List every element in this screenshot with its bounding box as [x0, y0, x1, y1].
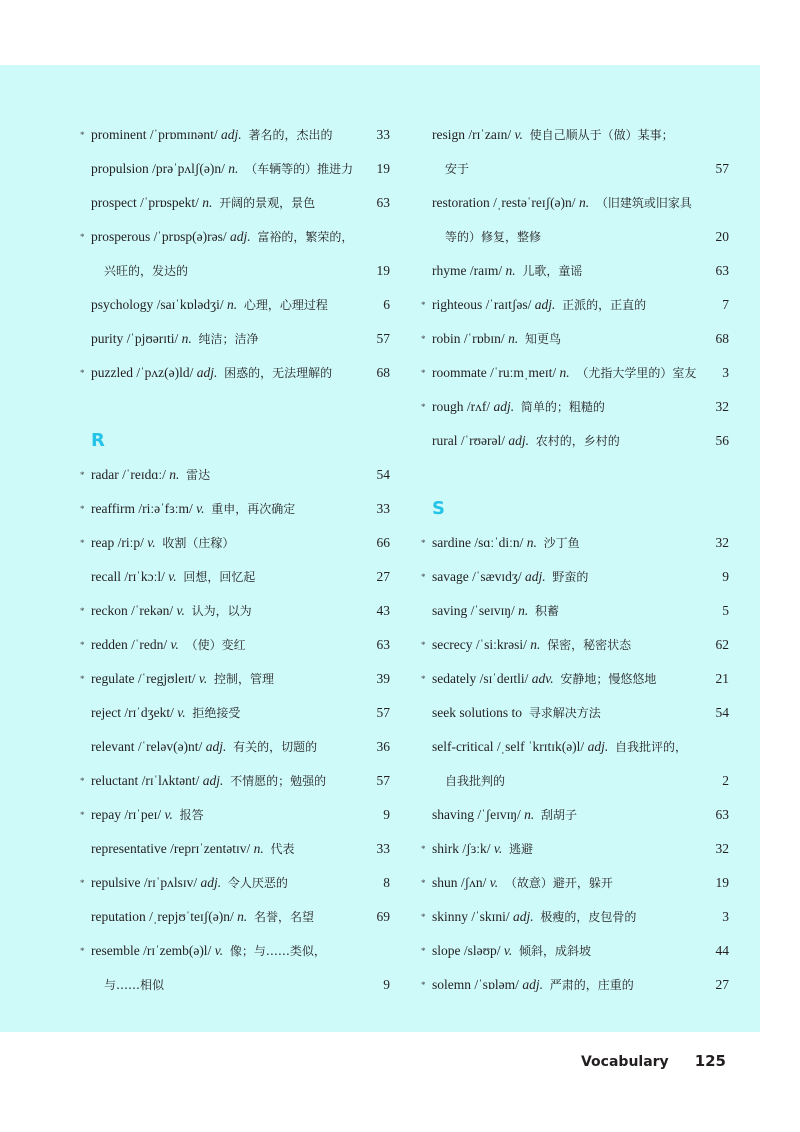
page-ref: 27	[715, 977, 729, 992]
entry-text	[432, 832, 533, 866]
star-marker: *	[421, 300, 426, 310]
headword: self-critical /ˌself ˈkrɪtɪk(ə)l/ adj.	[432, 739, 609, 754]
page-ref: 32	[715, 841, 729, 856]
entry-text	[91, 560, 255, 594]
page-ref: 7	[722, 297, 729, 312]
headword: propulsion /prəˈpʌlʃ(ə)n/ n.	[91, 161, 239, 176]
definition: 极瘦的，皮包骨的	[540, 910, 637, 924]
headword: rural /ˈrʊərəl/ adj.	[432, 433, 530, 448]
entry-text	[91, 526, 234, 560]
entry-continuation	[421, 764, 729, 798]
entry-text	[432, 186, 692, 220]
headword: shun /ʃʌn/ v.	[432, 875, 499, 890]
definition: 有关的，切题的	[233, 740, 318, 754]
entry-continuation	[80, 968, 390, 1002]
entry-text	[445, 152, 469, 186]
headword: shaving /ˈʃeɪvɪŋ/ n.	[432, 807, 535, 822]
star-marker: *	[80, 504, 85, 514]
star-marker: *	[421, 572, 426, 582]
page-number: 125	[694, 1052, 726, 1070]
definition: 认为，以为	[191, 604, 252, 618]
star-marker: *	[80, 810, 85, 820]
vocab-entry	[80, 152, 390, 186]
entry-text	[432, 730, 687, 764]
star-marker: *	[80, 368, 85, 378]
definition: 与……相似	[104, 978, 165, 992]
headword: reckon /ˈrekən/ v.	[91, 603, 185, 618]
page-ref: 68	[715, 331, 729, 346]
page-ref: 57	[376, 773, 390, 788]
entry-text	[91, 730, 317, 764]
headword: repulsive /rɪˈpʌlsɪv/ adj.	[91, 875, 222, 890]
vocab-entry	[421, 560, 729, 594]
headword: repay /rɪˈpeɪ/ v.	[91, 807, 173, 822]
vocab-entry	[80, 866, 390, 900]
page-ref: 32	[715, 399, 729, 414]
vocab-entry	[80, 356, 390, 390]
headword: reluctant /rɪˈlʌktənt/ adj.	[91, 773, 224, 788]
vocab-entry	[80, 594, 390, 628]
vocab-entry	[421, 628, 729, 662]
definition: 逃避	[509, 842, 534, 856]
left-column	[80, 118, 390, 1002]
definition: （旧建筑或旧家具	[595, 196, 692, 210]
headword: roommate /ˈruːmˌmeɪt/ n.	[432, 365, 570, 380]
definition: （车辆等的）推进力	[245, 162, 354, 176]
vocab-entry	[80, 764, 390, 798]
entry-text	[91, 152, 353, 186]
definition: 使自己顺从于（做）某事；	[529, 128, 674, 142]
star-marker: *	[421, 334, 426, 344]
headword: reap /riːp/ v.	[91, 535, 156, 550]
page-ref: 19	[715, 875, 729, 890]
headword: sedately /sɪˈdeɪtli/ adv.	[432, 671, 554, 686]
definition: 著名的，杰出的	[248, 128, 333, 142]
definition: （故意）避开，躲开	[504, 876, 613, 890]
definition: 兴旺的，发达的	[104, 264, 189, 278]
headword: reaffirm /riːəˈfɜːm/ v.	[91, 501, 205, 516]
definition: 简单的；粗糙的	[520, 400, 605, 414]
page-ref: 8	[383, 875, 390, 890]
entry-continuation	[421, 152, 729, 186]
entry-text	[432, 424, 620, 458]
definition: 重申，再次确定	[211, 502, 296, 516]
vocab-entry	[80, 322, 390, 356]
definition: 自我批评的，	[614, 740, 687, 754]
star-marker: *	[421, 640, 426, 650]
page-ref: 3	[722, 909, 729, 924]
page-ref: 36	[376, 739, 390, 754]
headword: savage /ˈsævɪdʒ/ adj.	[432, 569, 546, 584]
entry-text	[432, 866, 613, 900]
entry-text	[91, 594, 252, 628]
vocab-entry	[421, 288, 729, 322]
page-ref: 9	[722, 569, 729, 584]
headword: shirk /ʃɜːk/ v.	[432, 841, 503, 856]
entry-text	[432, 254, 582, 288]
page-ref: 54	[715, 705, 729, 720]
entry-text	[91, 832, 295, 866]
definition: （使）变红	[185, 638, 246, 652]
star-marker: *	[421, 538, 426, 548]
page-ref: 21	[715, 671, 729, 686]
vocab-entry	[80, 288, 390, 322]
star-marker: *	[80, 470, 85, 480]
headword: recall /rɪˈkɔːl/ v.	[91, 569, 177, 584]
entry-text	[91, 798, 204, 832]
headword: prospect /ˈprɒspekt/ n.	[91, 195, 213, 210]
entry-text	[91, 934, 326, 968]
headword: purity /ˈpjʊərɪti/ n.	[91, 331, 192, 346]
star-marker: *	[421, 878, 426, 888]
definition: 安于	[445, 162, 470, 176]
headword: resemble /rɪˈzemb(ə)l/ v.	[91, 943, 224, 958]
page-ref: 63	[715, 807, 729, 822]
headword: reputation /ˌrepjʊˈteɪʃ(ə)n/ n.	[91, 909, 248, 924]
vocab-entry	[421, 594, 729, 628]
vocab-entry	[80, 458, 390, 492]
page-ref: 19	[376, 161, 390, 176]
entry-text	[91, 866, 288, 900]
page-ref: 56	[715, 433, 729, 448]
right-column	[421, 118, 729, 1002]
definition: 安静地；慢悠悠地	[560, 672, 657, 686]
definition: 雷达	[186, 468, 211, 482]
page-ref: 57	[715, 161, 729, 176]
entry-text	[432, 594, 559, 628]
page-ref: 54	[376, 467, 390, 482]
definition: 像；与……类似，	[229, 944, 326, 958]
headword: psychology /saɪˈkɒlədʒi/ n.	[91, 297, 238, 312]
headword: representative /reprɪˈzentətɪv/ n.	[91, 841, 264, 856]
vocab-entry	[80, 832, 390, 866]
entry-text	[91, 118, 332, 152]
page-ref: 63	[376, 195, 390, 210]
page-footer	[581, 1052, 726, 1070]
entry-text	[91, 220, 353, 254]
star-marker: *	[421, 844, 426, 854]
entry-text	[104, 254, 188, 288]
vocab-entry	[421, 254, 729, 288]
vocab-entry	[421, 390, 729, 424]
headword: regulate /ˈregjʊleɪt/ v.	[91, 671, 208, 686]
vocab-entry	[421, 424, 729, 458]
vocab-entry	[421, 730, 729, 764]
definition: 积蓄	[535, 604, 560, 618]
star-marker: *	[421, 368, 426, 378]
vocab-entry	[80, 560, 390, 594]
definition: 困惑的，无法理解的	[224, 366, 333, 380]
headword: puzzled /ˈpʌz(ə)ld/ adj.	[91, 365, 218, 380]
entry-text	[432, 560, 588, 594]
star-marker: *	[80, 878, 85, 888]
vocab-entry	[80, 662, 390, 696]
vocab-entry	[421, 798, 729, 832]
star-marker: *	[421, 946, 426, 956]
entry-text	[445, 220, 541, 254]
page-ref: 33	[376, 127, 390, 142]
entry-text	[432, 526, 580, 560]
entry-text	[432, 662, 656, 696]
section-gap	[421, 458, 729, 492]
headword: righteous /ˈraɪtʃəs/ adj.	[432, 297, 556, 312]
vocab-entry	[421, 900, 729, 934]
entry-text	[91, 356, 332, 390]
headword: saving /ˈseɪvɪŋ/ n.	[432, 603, 529, 618]
page-ref: 43	[376, 603, 390, 618]
page-ref: 57	[376, 331, 390, 346]
definition: 回想，回忆起	[183, 570, 256, 584]
definition: 正派的，正直的	[562, 298, 647, 312]
headword: secrecy /ˈsiːkrəsi/ n.	[432, 637, 541, 652]
definition: 野蛮的	[552, 570, 589, 584]
entry-text	[432, 288, 646, 322]
vocab-entry	[421, 186, 729, 220]
page-ref: 39	[376, 671, 390, 686]
page-ref: 32	[715, 535, 729, 550]
headword: reject /rɪˈdʒekt/ v.	[91, 705, 186, 720]
definition: 倾斜，成斜坡	[519, 944, 592, 958]
vocab-entry	[80, 118, 390, 152]
entry-text	[91, 696, 240, 730]
page-ref: 63	[715, 263, 729, 278]
headword: slope /sləʊp/ v.	[432, 943, 513, 958]
headword: skinny /ˈskɪni/ adj.	[432, 909, 534, 924]
page-ref: 68	[376, 365, 390, 380]
page-ref: 20	[715, 229, 729, 244]
entry-text	[432, 934, 591, 968]
page-ref: 63	[376, 637, 390, 652]
page-ref: 27	[376, 569, 390, 584]
footer-label: Vocabulary	[580, 1054, 669, 1070]
headword: prominent /ˈprɒmɪnənt/ adj.	[91, 127, 242, 142]
page-ref: 44	[715, 943, 729, 958]
vocab-entry	[80, 492, 390, 526]
page-ref: 19	[376, 263, 390, 278]
star-marker: *	[80, 640, 85, 650]
headword: resign /rɪˈzaɪn/ v.	[432, 127, 523, 142]
vocab-entry	[421, 832, 729, 866]
entry-text	[432, 356, 696, 390]
section-letter: S	[432, 498, 445, 519]
star-marker: *	[80, 232, 85, 242]
definition: 保密，秘密状态	[547, 638, 632, 652]
entry-text	[432, 118, 674, 152]
vocab-entry	[80, 900, 390, 934]
definition: 儿歌，童谣	[522, 264, 583, 278]
vocab-entry	[80, 628, 390, 662]
page-ref: 6	[383, 297, 390, 312]
vocab-entry	[80, 696, 390, 730]
star-marker: *	[421, 912, 426, 922]
vocab-entry	[80, 798, 390, 832]
star-marker: *	[80, 130, 85, 140]
star-marker: *	[80, 538, 85, 548]
page-ref: 3	[722, 365, 729, 380]
entry-text	[445, 764, 505, 798]
entry-text	[91, 900, 314, 934]
entry-text	[432, 900, 636, 934]
headword: solemn /ˈsɒləm/ adj.	[432, 977, 543, 992]
vocab-entry	[421, 968, 729, 1002]
section-gap	[80, 390, 390, 424]
entry-text	[432, 696, 601, 730]
definition: 寻求解决方法	[528, 706, 601, 720]
entry-text	[432, 628, 631, 662]
definition: 知更鸟	[524, 332, 561, 346]
definition: 拒绝接受	[192, 706, 241, 720]
entry-text	[91, 764, 326, 798]
definition: 农村的，乡村的	[535, 434, 620, 448]
definition: 控制，管理	[214, 672, 275, 686]
vocab-entry	[80, 730, 390, 764]
vocab-entry	[421, 356, 729, 390]
entry-continuation	[421, 220, 729, 254]
vocab-entry	[421, 118, 729, 152]
headword: radar /ˈreɪdɑː/ n.	[91, 467, 180, 482]
entry-text	[91, 628, 246, 662]
star-marker: *	[421, 980, 426, 990]
vocab-entry	[421, 662, 729, 696]
vocab-entry	[80, 934, 390, 968]
page-ref: 69	[376, 909, 390, 924]
entry-text	[91, 458, 210, 492]
entry-text	[432, 390, 605, 424]
headword: prosperous /ˈprɒsp(ə)rəs/ adj.	[91, 229, 251, 244]
section-letter: R	[91, 430, 105, 451]
page-ref: 33	[376, 841, 390, 856]
headword: robin /ˈrɒbɪn/ n.	[432, 331, 519, 346]
definition: （尤指大学里的）室友	[576, 366, 697, 380]
page-ref: 2	[722, 773, 729, 788]
definition: 心理，心理过程	[243, 298, 328, 312]
vocab-entry	[80, 220, 390, 254]
definition: 报答	[179, 808, 204, 822]
definition: 不情愿的；勉强的	[230, 774, 327, 788]
entry-text	[91, 492, 295, 526]
definition: 自我批判的	[445, 774, 506, 788]
headword: sardine /sɑːˈdiːn/ n.	[432, 535, 537, 550]
headword: rough /rʌf/ adj.	[432, 399, 515, 414]
headword: rhyme /raɪm/ n.	[432, 263, 516, 278]
page-ref: 33	[376, 501, 390, 516]
headword: seek solutions to	[432, 705, 522, 720]
vocab-entry	[421, 934, 729, 968]
definition: 开阔的景观，景色	[219, 196, 316, 210]
entry-text	[432, 322, 561, 356]
page-ref: 66	[376, 535, 390, 550]
entry-text	[91, 662, 274, 696]
vocab-entry	[421, 526, 729, 560]
page-ref: 9	[383, 807, 390, 822]
page-ref: 5	[722, 603, 729, 618]
entry-text	[432, 968, 634, 1002]
star-marker: *	[80, 946, 85, 956]
definition: 富裕的，繁荣的，	[257, 230, 354, 244]
vocab-entry	[80, 186, 390, 220]
entry-continuation	[80, 254, 390, 288]
definition: 纯洁；洁净	[198, 332, 259, 346]
page-ref: 62	[715, 637, 729, 652]
entry-text	[104, 968, 164, 1002]
entry-text	[432, 798, 577, 832]
vocab-entry	[421, 322, 729, 356]
headword: relevant /ˈreləv(ə)nt/ adj.	[91, 739, 227, 754]
star-marker: *	[80, 674, 85, 684]
entry-text	[91, 322, 259, 356]
definition: 严肃的，庄重的	[549, 978, 634, 992]
definition: 令人厌恶的	[227, 876, 288, 890]
definition: 等的）修复，整修	[445, 230, 542, 244]
star-marker: *	[80, 776, 85, 786]
entry-text	[91, 288, 328, 322]
definition: 沙丁鱼	[543, 536, 580, 550]
definition: 代表	[270, 842, 295, 856]
headword: redden /ˈredn/ v.	[91, 637, 179, 652]
vocab-entry	[421, 696, 729, 730]
star-marker: *	[421, 402, 426, 412]
headword: restoration /ˌrestəˈreɪʃ(ə)n/ n.	[432, 195, 590, 210]
entry-text	[91, 186, 315, 220]
definition: 收割（庄稼）	[162, 536, 235, 550]
star-marker: *	[80, 606, 85, 616]
vocab-entry	[80, 526, 390, 560]
star-marker: *	[421, 674, 426, 684]
definition: 名誉，名望	[253, 910, 314, 924]
page-ref: 9	[383, 977, 390, 992]
page-ref: 57	[376, 705, 390, 720]
vocab-entry	[421, 866, 729, 900]
definition: 刮胡子	[541, 808, 578, 822]
